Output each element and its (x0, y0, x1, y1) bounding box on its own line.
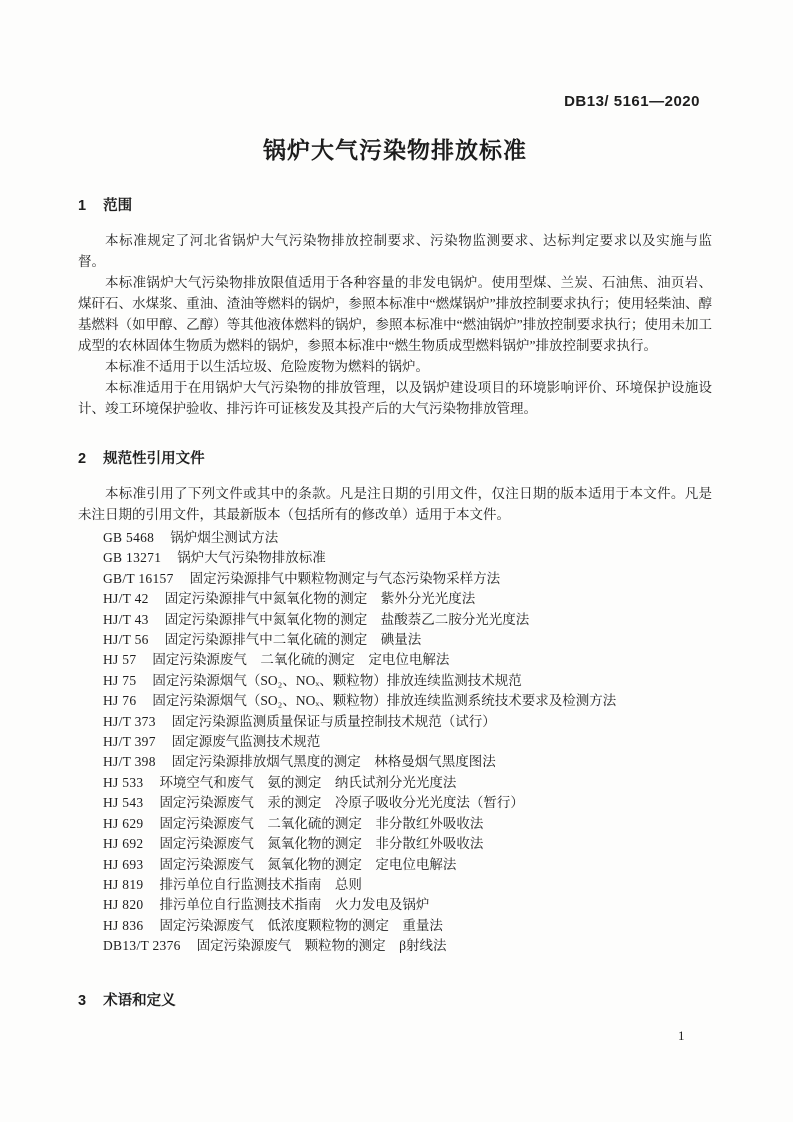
reference-code: HJ 57 (103, 652, 137, 668)
reference-item (78, 569, 712, 589)
reference-item (78, 814, 712, 834)
reference-item (78, 732, 712, 752)
reference-code: HJ/T 373 (103, 713, 156, 729)
reference-item (78, 834, 712, 854)
reference-code: HJ 693 (103, 856, 144, 872)
reference-code: HJ/T 397 (103, 734, 156, 750)
reference-code: HJ 75 (103, 672, 137, 688)
reference-item (78, 712, 712, 732)
reference-item (78, 650, 712, 670)
reference-item (78, 610, 712, 630)
reference-title: 锅炉烟尘测试方法 (170, 530, 279, 545)
section-3-title: 术语和定义 (103, 992, 176, 1009)
reference-title: 排污单位自行监测技术指南 总则 (159, 876, 362, 892)
reference-title: 固定污染源排放烟气黑度的测定 林格曼烟气黑度图法 (171, 754, 496, 770)
reference-item (78, 671, 712, 691)
scope-paragraph: 本标准适用于在用锅炉大气污染物的排放管理，以及锅炉建设项目的环境影响评价、环境保护设施设计、竣工环境保护验收、排污许可证核发及其投产后的大气污染物排放管理。 (78, 380, 712, 416)
section-2-title: 规范性引用文件 (103, 451, 205, 467)
scope-paragraph: 本标准锅炉大气污染物排放限值适用于各种容量的非发电锅炉。使用型煤、兰炭、石油焦、油页岩、煤矸石、水煤浆、重油、渣油等燃料的锅炉，参照本标准中“燃煤锅炉”排放控制要求执行；使用轻柴油、醇基燃料（如甲醇、乙醇）等其他液体燃料的锅炉，参照本标准中“燃油锅炉”排放控制要求执行；使用未加工成型的农林固体生物质为燃料的锅炉，参照本标准中“燃生物质成型燃料锅炉”排放控制要求执行。 (78, 275, 712, 353)
reference-code: HJ 820 (103, 897, 144, 913)
section-3-number: 3 (78, 992, 87, 1009)
reference-title: 排污单位自行监测技术指南 火力发电及锅炉 (159, 897, 430, 913)
reference-item (78, 916, 712, 936)
reference-code: HJ 629 (103, 815, 144, 831)
reference-title: 固定污染源烟气（SO₂、NOₓ、颗粒物）排放连续监测技术规范 (152, 672, 522, 688)
reference-code: HJ 543 (103, 795, 144, 811)
reference-code: GB 13271 (103, 550, 162, 566)
reference-code: HJ/T 56 (103, 632, 149, 648)
reference-item (78, 630, 712, 650)
reference-item (78, 589, 712, 609)
reference-item (78, 528, 712, 548)
section-2-number: 2 (78, 451, 87, 467)
page-number: 1 (678, 1028, 685, 1043)
reference-title: 固定污染源废气 颗粒物的测定 β射线法 (196, 938, 447, 954)
reference-title: 环境空气和废气 氨的测定 纳氏试剂分光光度法 (159, 774, 457, 790)
reference-code: DB13/T 2376 (103, 938, 181, 954)
reference-item (78, 855, 712, 875)
reference-item (78, 773, 712, 793)
section-1-title: 范围 (103, 198, 133, 214)
reference-code: HJ 533 (103, 774, 144, 790)
reference-title: 固定污染源废气 氮氧化物的测定 非分散红外吸收法 (159, 836, 484, 852)
reference-code: HJ 692 (103, 836, 144, 852)
reference-code: HJ 76 (103, 693, 137, 709)
reference-code: GB 5468 (103, 530, 155, 545)
reference-item (78, 793, 712, 813)
reference-item (78, 548, 712, 568)
document-title: 锅炉大气污染物排放标准 (263, 137, 527, 163)
reference-title: 固定污染源排气中氮氧化物的测定 紫外分光光度法 (164, 591, 476, 607)
reference-title: 固定污染源废气 氮氧化物的测定 定电位电解法 (159, 856, 457, 872)
reference-code: HJ/T 398 (103, 754, 156, 770)
reference-code: GB/T 16157 (103, 570, 174, 586)
section-1-heading (78, 196, 712, 216)
scope-paragraph: 本标准不适用于以生活垃圾、危险废物为燃料的锅炉。 (105, 359, 429, 374)
references-intro-paragraph: 本标准引用了下列文件或其中的条款。凡是注日期的引用文件，仅注日期的版本适用于本文件。凡是未注日期的引用文件，其最新版本（包括所有的修改单）适用于本文件。 (78, 486, 712, 522)
reference-code: HJ 836 (103, 917, 144, 933)
reference-item (78, 895, 712, 915)
section-2-heading (78, 449, 712, 469)
reference-list (78, 528, 712, 957)
standard-code: DB13/ 5161—2020 (564, 93, 700, 110)
section-1-number: 1 (78, 198, 87, 214)
reference-code: HJ/T 43 (103, 611, 149, 627)
reference-code: HJ/T 42 (103, 591, 149, 607)
reference-title: 固定污染源废气 二氧化硫的测定 非分散红外吸收法 (159, 815, 484, 831)
reference-item (78, 752, 712, 772)
reference-item (78, 691, 712, 711)
reference-title: 固定污染源废气 低浓度颗粒物的测定 重量法 (159, 917, 443, 933)
reference-title: 固定污染源废气 汞的测定 冷原子吸收分光光度法（暂行） (159, 795, 524, 811)
reference-title: 固定污染源排气中二氧化硫的测定 碘量法 (164, 632, 422, 648)
reference-title: 固定污染源废气 二氧化硫的测定 定电位电解法 (152, 652, 450, 668)
reference-item (78, 875, 712, 895)
section-3-heading (78, 991, 712, 1011)
reference-title: 锅炉大气污染物排放标准 (177, 550, 326, 566)
reference-title: 固定污染源排气中氮氧化物的测定 盐酸萘乙二胺分光光度法 (164, 611, 530, 627)
reference-title: 固定污染源排气中颗粒物测定与气态污染物采样方法 (189, 570, 501, 586)
scope-paragraph: 本标准规定了河北省锅炉大气污染物排放控制要求、污染物监测要求、达标判定要求以及实施与监督。 (78, 233, 712, 269)
reference-item (78, 936, 712, 956)
reference-title: 固定污染源烟气（SO₂、NOₓ、颗粒物）排放连续监测系统技术要求及检测方法 (152, 693, 617, 709)
reference-title: 固定污染源监测质量保证与质量控制技术规范（试行） (171, 713, 496, 729)
reference-code: HJ 819 (103, 876, 144, 892)
reference-title: 固定源废气监测技术规范 (171, 734, 321, 750)
